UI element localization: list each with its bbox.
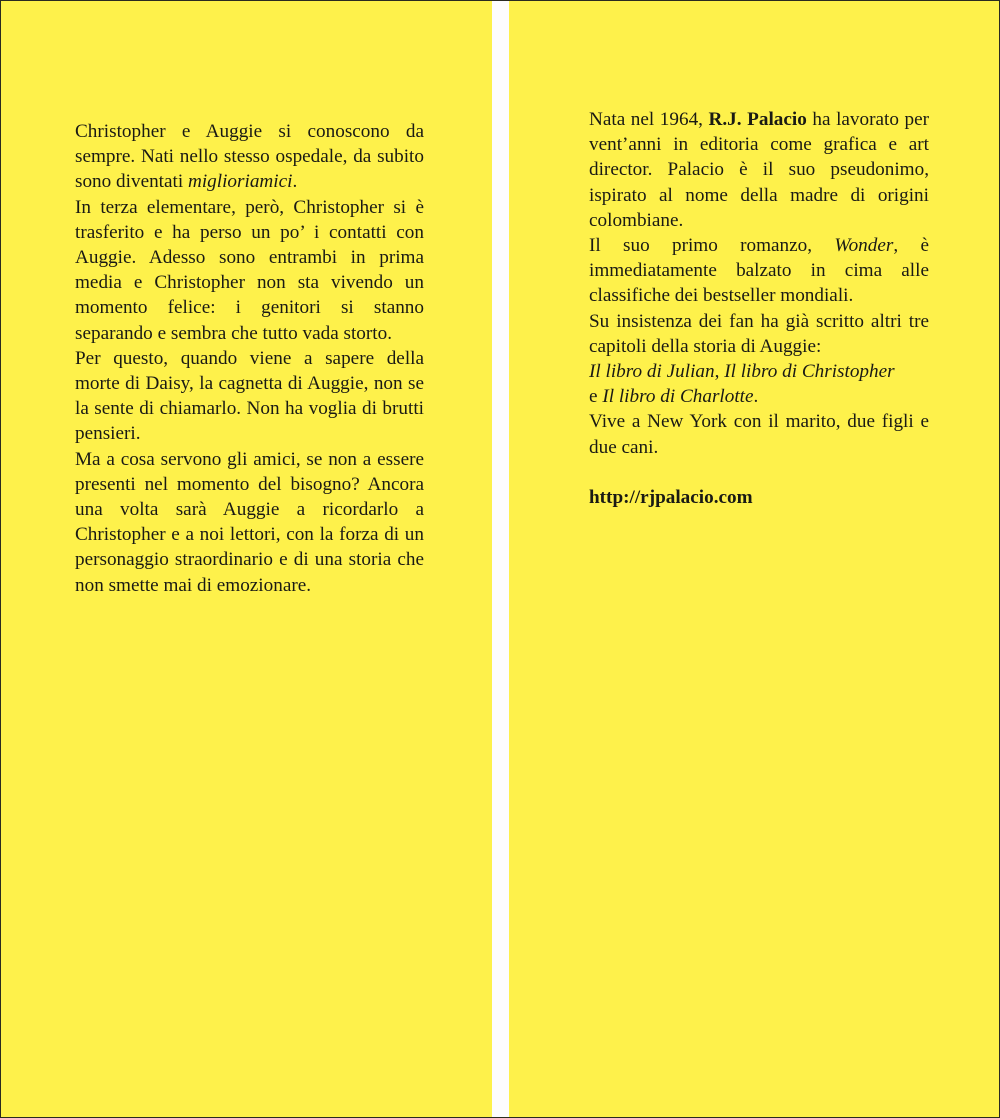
synopsis-paragraph-2: In terza elementare, però, Christopher si è trasferito e ha perso un po’ i contatti con Auggie. Adesso sono entrambi in prima media e Christopher non sta vivendo un momento felice: i genitori si stanno separando e sembra che tutto vada storto. (75, 196, 424, 344)
author-flap-panel (509, 1, 999, 1117)
fold-divider (492, 1, 509, 1117)
book-title-julian: Il libro di Julian (589, 361, 715, 383)
sequels-intro: Su insistenza dei fan ha già scritto altri tre capitoli della storia di Auggie: (589, 310, 929, 357)
website-link[interactable]: http://rjpalacio.com (589, 487, 753, 509)
author-bio-text (589, 107, 929, 510)
first-novel-paragraph (589, 233, 929, 309)
novel-title-wonder: Wonder (834, 235, 894, 257)
synopsis-paragraph-1 (75, 119, 424, 195)
sequels-conjunction: e (589, 386, 603, 408)
book-title-charlotte: Il libro di Charlotte (602, 386, 754, 408)
spacer (589, 460, 929, 485)
bio-paragraph (589, 107, 929, 233)
first-novel-pre: Il suo primo romanzo, (589, 235, 835, 257)
sequels-paragraph (589, 309, 929, 410)
synopsis-paragraph-4: Ma a cosa servono gli amici, se non a essere presenti nel momento del bisogno? Ancora una volta sarà Auggie a ricordarlo a Christopher e a noi lettori, con la forza di un personaggio straordinario e di una storia che non smette mai di emozionare. (75, 448, 424, 596)
sequels-separator: , (714, 361, 725, 383)
sequels-end: . (753, 386, 759, 408)
bio-intro-rest: ha lavorato per vent’anni in editoria come grafica e art director. Palacio è il suo pseudonimo, ispirato al nome della madre di origini colombiane. (589, 109, 929, 231)
synopsis-paragraph-3: Per questo, quando viene a sapere della morte di Daisy, la cagnetta di Auggie, non se la sente di chiamarlo. Non ha voglia di brutti pensieri. (75, 347, 424, 445)
synopsis-p1-text: Christopher e Auggie si conoscono da sempre. Nati nello stesso ospedale, da subito sono diventati (75, 121, 424, 193)
first-novel-post: , è immediatamente balzato in cima alle classifiche dei bestseller mondiali. (589, 235, 929, 307)
family-paragraph: Vive a New York con il marito, due figli e due cani. (589, 411, 929, 458)
website-line (589, 485, 929, 510)
synopsis-p1-italic: miglioriamici (187, 171, 293, 193)
synopsis-p1-end: . (292, 171, 298, 193)
book-title-christopher: Il libro di Christopher (724, 361, 895, 383)
synopsis-text (75, 119, 424, 598)
bio-intro: Nata nel 1964, (589, 109, 709, 130)
author-name: R.J. Palacio (708, 109, 807, 130)
back-flap-panel (1, 1, 492, 1117)
